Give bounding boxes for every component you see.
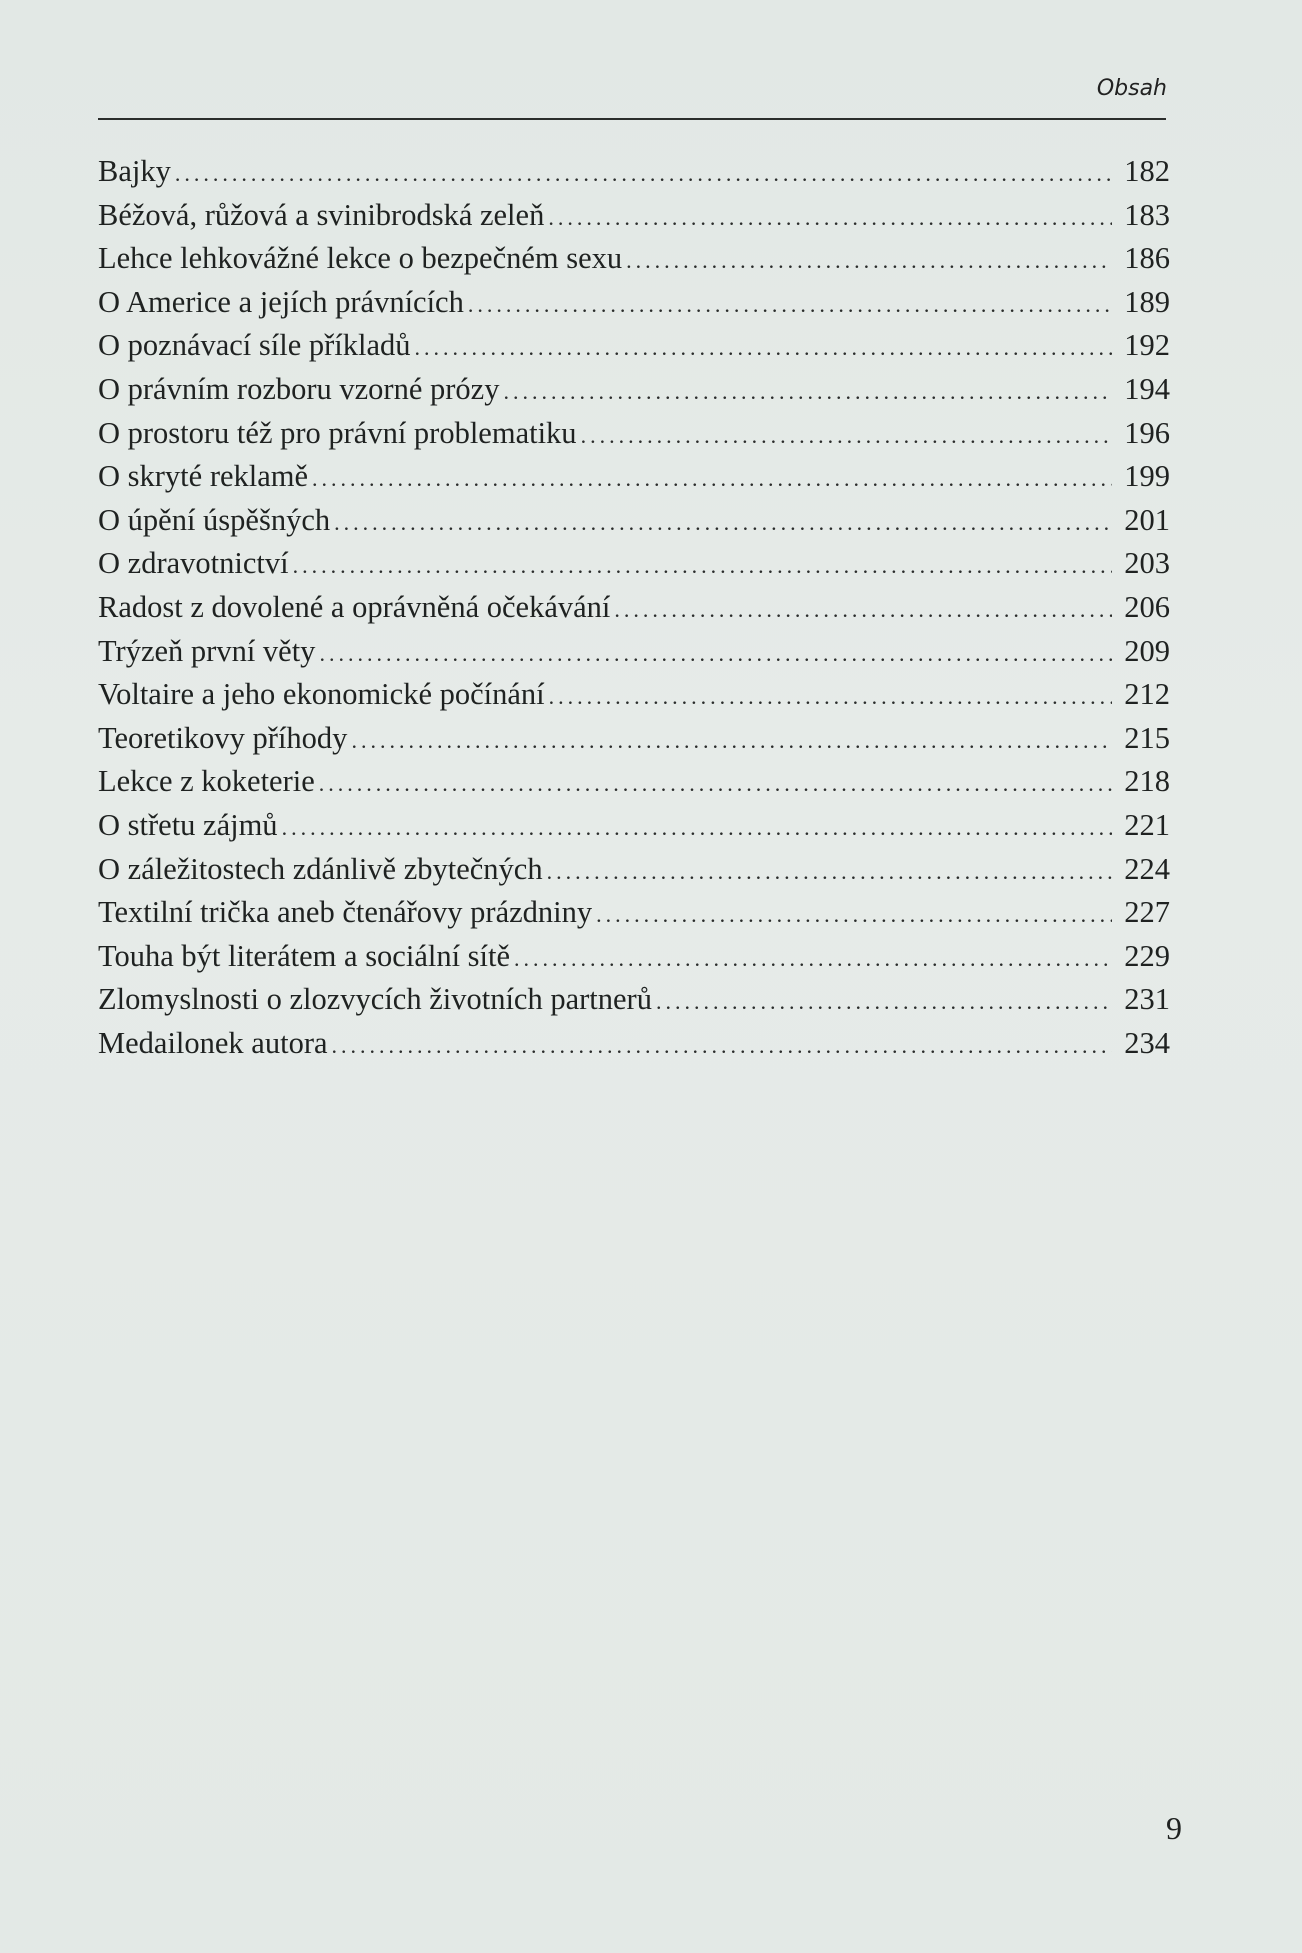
toc-entry-title: Béžová, růžová a svinibrodská zeleň bbox=[98, 197, 545, 232]
dot-leader bbox=[312, 457, 1112, 501]
dot-leader bbox=[549, 675, 1112, 719]
toc-entry bbox=[98, 848, 1170, 892]
running-head: Obsah bbox=[1096, 76, 1167, 101]
toc-entry bbox=[98, 673, 1170, 717]
toc-entry-page: 221 bbox=[1124, 807, 1170, 842]
toc-entry-title: Voltaire a jeho ekonomické počínání bbox=[98, 677, 545, 712]
dot-leader bbox=[581, 414, 1112, 458]
toc-entry-title: Textilní trička aneb čtenářovy prázdniny bbox=[98, 895, 593, 930]
toc-entry bbox=[98, 760, 1170, 804]
toc-entry-page: 209 bbox=[1124, 633, 1170, 668]
toc-entry-title: Touha být literátem a sociální sítě bbox=[98, 938, 511, 973]
toc-entry bbox=[98, 455, 1170, 499]
toc-entry-page: 218 bbox=[1124, 764, 1170, 799]
dot-leader bbox=[596, 893, 1112, 937]
toc-entry-title: O zdravotnictví bbox=[98, 546, 289, 581]
dot-leader bbox=[332, 1024, 1112, 1068]
toc-entry bbox=[98, 368, 1170, 412]
toc-entry-page: 229 bbox=[1124, 938, 1170, 973]
toc-entry bbox=[98, 630, 1170, 674]
toc-entry bbox=[98, 935, 1170, 979]
toc-entry-page: 182 bbox=[1124, 154, 1170, 188]
toc-entry bbox=[98, 1022, 1170, 1066]
dot-leader bbox=[626, 239, 1112, 283]
toc-entry-page: 234 bbox=[1124, 1025, 1170, 1060]
dot-leader bbox=[334, 501, 1112, 545]
toc-entry bbox=[98, 542, 1170, 586]
toc-entry-title: O poznávací síle příkladů bbox=[98, 328, 411, 363]
toc-entry bbox=[98, 281, 1170, 325]
toc-entry-title: O Americe a jejích právnících bbox=[98, 284, 464, 319]
toc-entry bbox=[98, 237, 1170, 281]
toc-entry-page: 192 bbox=[1124, 328, 1170, 363]
page-number: 9 bbox=[1166, 1810, 1182, 1846]
header-rule bbox=[98, 118, 1166, 120]
dot-leader bbox=[293, 544, 1112, 588]
dot-leader bbox=[547, 850, 1112, 894]
toc-entry-page: 215 bbox=[1124, 720, 1170, 755]
toc-entry bbox=[98, 891, 1170, 935]
toc-entry-page: 199 bbox=[1124, 459, 1170, 494]
toc-entry-page: 183 bbox=[1124, 197, 1170, 232]
toc-entry-page: 206 bbox=[1124, 589, 1170, 624]
dot-leader bbox=[319, 762, 1112, 806]
table-of-contents bbox=[98, 150, 1170, 1065]
toc-entry-title: Medailonek autora bbox=[98, 1025, 328, 1060]
toc-entry bbox=[98, 150, 1170, 194]
toc-entry-page: 196 bbox=[1124, 415, 1170, 450]
toc-entry-title: Radost z dovolené a oprávněná očekávání bbox=[98, 589, 611, 624]
toc-entry-title: Bajky bbox=[98, 154, 171, 188]
toc-entry-title: O úpění úspěšných bbox=[98, 502, 331, 537]
toc-entry bbox=[98, 324, 1170, 368]
toc-entry bbox=[98, 586, 1170, 630]
toc-entry-page: 189 bbox=[1124, 284, 1170, 319]
dot-leader bbox=[503, 370, 1112, 414]
toc-entry-page: 231 bbox=[1124, 982, 1170, 1017]
toc-entry bbox=[98, 804, 1170, 848]
toc-entry-title: O skryté reklamě bbox=[98, 459, 309, 494]
toc-entry-title: Lehce lehkovážné lekce o bezpečném sexu bbox=[98, 241, 623, 276]
toc-entry-title: Zlomyslnosti o zlozvycích životních partnerů bbox=[98, 982, 652, 1017]
toc-entry-page: 227 bbox=[1124, 895, 1170, 930]
toc-entry-title: Teoretikovy příhody bbox=[98, 720, 348, 755]
dot-leader bbox=[175, 152, 1112, 196]
toc-entry bbox=[98, 499, 1170, 543]
dot-leader bbox=[548, 196, 1112, 240]
dot-leader bbox=[319, 632, 1112, 676]
toc-entry bbox=[98, 978, 1170, 1022]
toc-entry-page: 186 bbox=[1124, 241, 1170, 276]
toc-entry-page: 201 bbox=[1124, 502, 1170, 537]
dot-leader bbox=[468, 283, 1112, 327]
toc-entry bbox=[98, 194, 1170, 238]
toc-entry-page: 194 bbox=[1124, 371, 1170, 406]
toc-entry-page: 212 bbox=[1124, 677, 1170, 712]
toc-entry-page: 224 bbox=[1124, 851, 1170, 886]
toc-entry bbox=[98, 412, 1170, 456]
dot-leader bbox=[282, 806, 1112, 850]
toc-entry-title: O střetu zájmů bbox=[98, 807, 278, 842]
toc-entry bbox=[98, 717, 1170, 761]
dot-leader bbox=[656, 980, 1112, 1024]
toc-entry-title: Lekce z koketerie bbox=[98, 764, 315, 799]
toc-entry-title: Trýzeň první věty bbox=[98, 633, 316, 668]
dot-leader bbox=[415, 326, 1112, 370]
toc-entry-page: 203 bbox=[1124, 546, 1170, 581]
dot-leader bbox=[351, 719, 1112, 763]
toc-entry-title: O záležitostech zdánlivě zbytečných bbox=[98, 851, 543, 886]
dot-leader bbox=[514, 937, 1112, 981]
dot-leader bbox=[614, 588, 1112, 632]
toc-entry-title: O prostoru též pro právní problematiku bbox=[98, 415, 577, 450]
toc-entry-title: O právním rozboru vzorné prózy bbox=[98, 371, 500, 406]
